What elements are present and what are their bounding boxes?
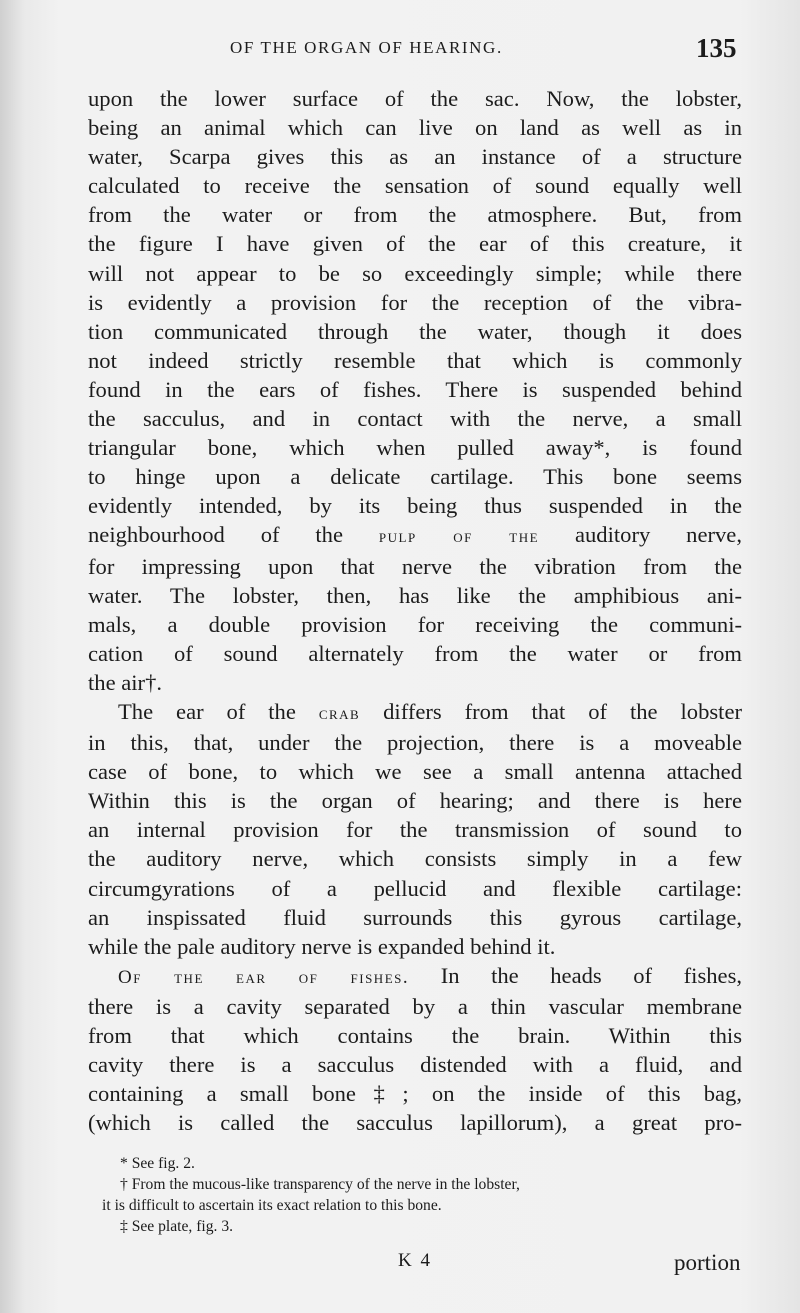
text-line: will not appear to be so exceedingly simple; while there (88, 260, 742, 286)
catchword: portion (674, 1250, 741, 1275)
text-line: evidently intended, by its being thus suspended in the (88, 493, 742, 519)
body-text (88, 84, 742, 1137)
text-line: an internal provision for the transmission of sound to (88, 817, 742, 843)
footnote-continuation: it is difficult to ascertain its exact relation to this bone. (102, 1197, 442, 1214)
text-segment: In the heads of fishes, (409, 962, 743, 988)
text-line: from the water or from the atmosphere. But, from (88, 202, 742, 228)
text-line: Within this is the organ of hearing; and there is here (88, 788, 742, 814)
text-line: the sacculus, and in contact with the nerve, a small (88, 406, 742, 432)
text-line: the air†. (88, 669, 163, 695)
text-segment: neighbourhood of the (88, 522, 379, 548)
paragraph-start-line (88, 697, 742, 728)
footnote: † From the mucous-like transparency of the nerve in the lobster, (120, 1176, 520, 1193)
text-line: to hinge upon a delicate cartilage. This bone seems (88, 464, 742, 490)
text-line: tion communicated through the water, though it does (88, 318, 742, 344)
text-line: the figure I have given of the ear of this creature, it (88, 231, 742, 257)
running-head: OF THE ORGAN OF HEARING. (230, 38, 503, 57)
signature-mark: K 4 (398, 1250, 432, 1271)
text-line: an inspissated fluid surrounds this gyrous cartilage, (88, 904, 742, 930)
text-line: cavity there is a sacculus distended with a fluid, and (88, 1052, 742, 1078)
text-line: cation of sound alternately from the water or from (88, 640, 742, 666)
text-line: upon the lower surface of the sac. Now, the lobster, (88, 86, 742, 111)
text-line: the auditory nerve, which consists simply in a few (88, 846, 742, 872)
page-footer (0, 1250, 800, 1290)
small-caps-phrase: crab (318, 702, 361, 724)
text-segment: The ear of the (118, 698, 319, 724)
paragraph-start-line (88, 961, 742, 992)
text-line: mals, a double provision for receiving the communi- (88, 611, 742, 637)
text-line: water, Scarpa gives this as an instance of a structure (88, 144, 742, 170)
text-line: case of bone, to which we see a small antenna attached (88, 759, 742, 785)
text-line: calculated to receive the sensation of sound equally well (88, 173, 742, 199)
footnote: * See fig. 2. (120, 1155, 195, 1172)
text-line: from that which contains the brain. Within this (88, 1023, 742, 1048)
text-line: in this, that, under the projection, there is a moveable (88, 730, 742, 756)
text-line: there is a cavity separated by a thin vascular membrane (88, 993, 742, 1019)
text-line: found in the ears of fishes. There is suspended behind (88, 376, 742, 402)
text-segment: auditory nerve, (539, 522, 742, 548)
text-line: is evidently a provision for the reception of the vibra- (88, 289, 742, 315)
page-number: 135 (696, 33, 737, 63)
text-line: not indeed strictly resemble that which is commonly (88, 347, 742, 373)
text-line: triangular bone, which when pulled away*, is found (88, 435, 742, 461)
small-caps-phrase: pulp of the (378, 526, 540, 548)
footnotes (100, 1153, 750, 1237)
text-line (88, 520, 742, 551)
text-line: while the pale auditory nerve is expanded behind it. (88, 933, 556, 959)
text-line: (which is called the sacculus lapillorum), a great pro- (88, 1110, 742, 1136)
text-line: being an animal which can live on land as well as in (88, 115, 742, 141)
page-header (0, 33, 800, 70)
text-line: containing a small bone‡; on the inside of this bag, (88, 1081, 742, 1107)
section-heading: Of the ear of fishes. (118, 966, 410, 988)
text-segment: differs from that of the lobster (360, 698, 742, 724)
footnote: ‡ See plate, fig. 3. (120, 1218, 234, 1235)
text-line: circumgyrations of a pellucid and flexible cartilage: (88, 875, 742, 901)
text-line: water. The lobster, then, has like the amphibious ani- (88, 582, 742, 608)
text-line: for impressing upon that nerve the vibration from the (88, 553, 742, 579)
